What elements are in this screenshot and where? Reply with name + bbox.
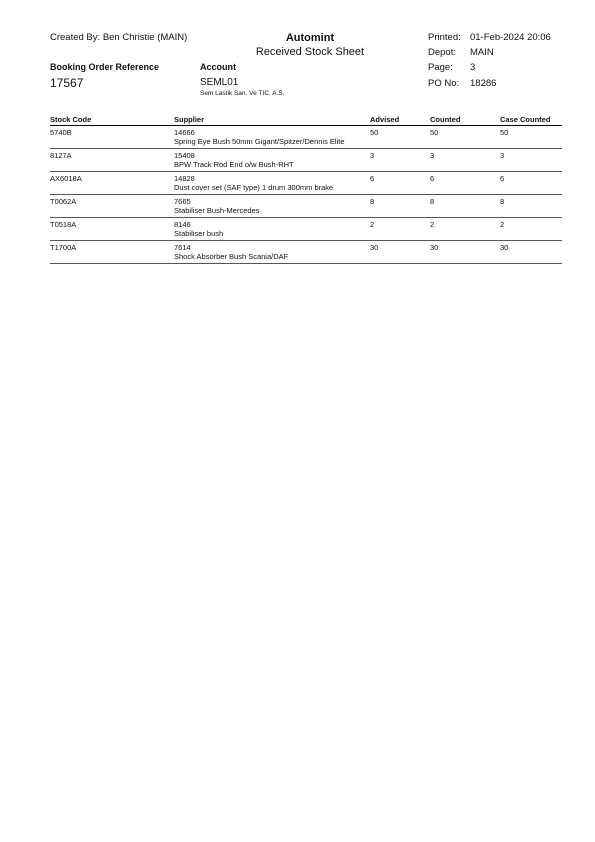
company-name: Automint [285,32,335,44]
created-by-value: Ben Christie (MAIN) [102,32,188,43]
page-value: 3 [470,62,476,73]
col-stock-code: Stock Code [50,115,92,124]
advised-qty: 6 [370,174,375,183]
counted-qty: 30 [430,243,439,252]
item-description: Spring Eye Bush 50mm Gigant/Spitzer/Dennis Elite [174,137,345,146]
stock-code: T1700A [50,243,77,252]
table-row [50,126,562,149]
supplier-code: 7665 [174,197,191,206]
advised-qty: 50 [370,128,379,137]
table-row [50,149,562,172]
account-code: SEML01 [200,77,239,88]
case-counted-qty: 30 [500,243,509,252]
counted-qty: 2 [430,220,435,229]
depot-value: MAIN [470,47,494,58]
stock-code: AX6018A [50,174,82,183]
supplier-code: 14666 [174,128,195,137]
page-label: Page: [428,62,453,73]
advised-qty: 2 [370,220,375,229]
depot-label: Depot: [428,47,456,58]
table-row [50,172,562,195]
item-description: Shock Absorber Bush Scania/DAF [174,252,289,261]
stock-code: 8127A [50,151,72,160]
supplier-code: 15408 [174,151,195,160]
stock-code: 5740B [50,128,72,137]
supplier-code: 8146 [174,220,191,229]
advised-qty: 3 [370,151,375,160]
item-description: BPW Track Rod End o/w Bush-RHT [174,160,294,169]
col-supplier: Supplier [174,115,205,124]
counted-qty: 50 [430,128,439,137]
created-by-label: Created By: [50,32,101,43]
stock-code: T0518A [50,220,77,229]
supplier-code: 14828 [174,174,195,183]
col-advised: Advised [370,115,400,124]
counted-qty: 6 [430,174,435,183]
stock-table [50,114,562,264]
sheet-title: Received Stock Sheet [255,46,365,58]
supplier-code: 7614 [174,243,191,252]
item-description: Stabiliser bush [174,229,224,238]
booking-ref-value: 17567 [50,76,84,90]
advised-qty: 8 [370,197,375,206]
account-label: Account [200,62,236,72]
printed-value: 01-Feb-2024 20:06 [470,32,551,43]
case-counted-qty: 50 [500,128,509,137]
case-counted-qty: 2 [500,220,505,229]
account-name: Sem Lastik San. Ve TIC. A.S. [200,90,285,97]
counted-qty: 8 [430,197,435,206]
item-description: Stabiliser Bush-Mercedes [174,206,260,215]
advised-qty: 30 [370,243,379,252]
table-row [50,241,562,264]
col-counted: Counted [430,115,461,124]
printed-label: Printed: [428,32,461,43]
item-description: Dust cover set (SAF type) 1 drum 300mm brake [174,183,334,192]
case-counted-qty: 3 [500,151,505,160]
po-label: PO No: [428,78,460,89]
table-header [50,114,562,126]
table-row [50,218,562,241]
po-value: 18286 [470,78,497,89]
created-by [50,32,187,43]
counted-qty: 3 [430,151,435,160]
table-row [50,195,562,218]
case-counted-qty: 8 [500,197,505,206]
stock-code: T0062A [50,197,77,206]
col-case-counted: Case Counted [500,115,551,124]
case-counted-qty: 6 [500,174,505,183]
booking-ref-label: Booking Order Reference [50,62,160,72]
